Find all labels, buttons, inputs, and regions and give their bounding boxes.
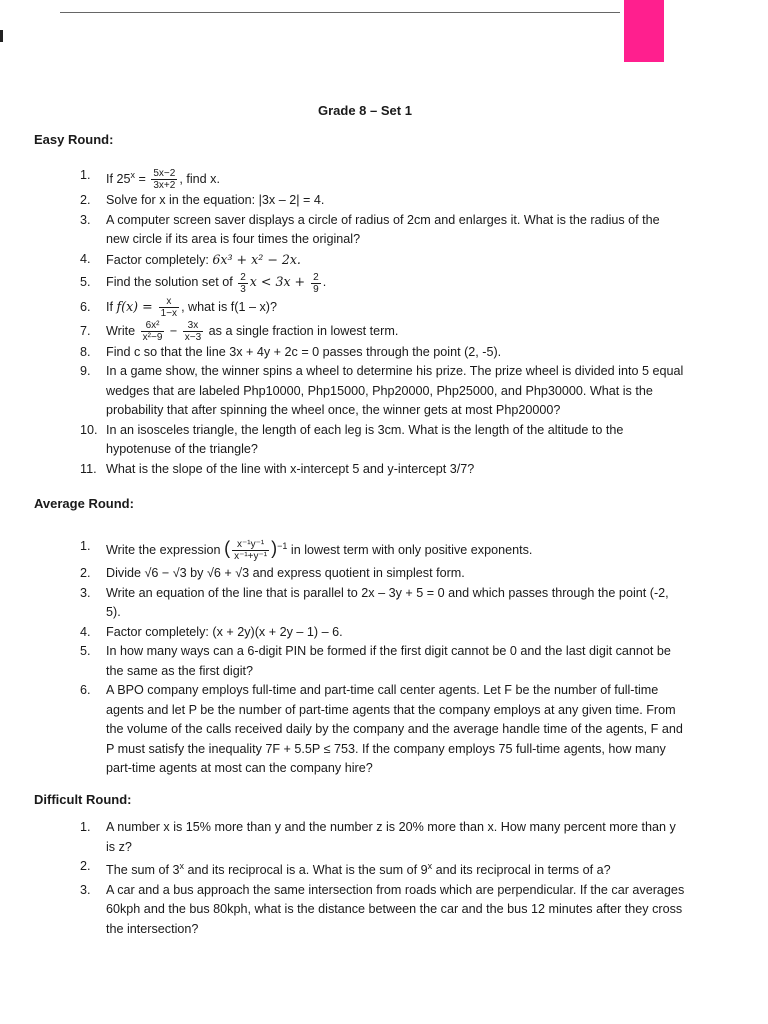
easy-item-8: 8. Find c so that the line 3x + 4y + 2c = 0 passes through the point (2, -5). (80, 343, 686, 363)
item-number: 1. (80, 539, 91, 553)
item-number: 1. (80, 168, 91, 182)
easy-round-list (80, 164, 686, 479)
pink-sticky-note (624, 0, 664, 62)
average-item-1: 1. Write the expression ( $\frac{\text{x⁻¹y⁻¹}}{\text{x⁻¹+y⁻¹}}$ )$^{-1}$ in lowest term with only positive exponents. (80, 532, 686, 564)
item-number: 4. (80, 624, 91, 639)
item-number: 6. (80, 299, 91, 314)
item-number: 8. (80, 344, 91, 359)
fraction: $\frac{3x}{x-3}$ (184, 319, 202, 343)
average-round-list (80, 532, 686, 779)
difficult-item-3: 3. A car and a bus approach the same intersection from roads which are perpendicular. If the car averages 60kph and the bus 80kph, what is the distance between the car and the bus 12 minutes after they cross the intersection? (80, 882, 685, 936)
item-number: 6. (80, 683, 91, 698)
fraction: $\frac{2}{3}$ (240, 271, 246, 295)
item-number: 1. (80, 820, 91, 834)
average-item-4: 4. Factor completely: (x + 2y)(x + 2y – 1) – 6. (80, 623, 686, 643)
easy-item-4: 4. Factor completely: 6x³ + x² − 2x. (80, 250, 686, 271)
average-item-2: 2. Divide √6 − √3 by √6 + √3 and express quotient in simplest form. (80, 564, 686, 584)
average-item-3: 3. Write an equation of the line that is parallel to 2x – 3y + 5 = 0 and which passes through the point (-2, 5). (80, 585, 669, 620)
difficult-item-2: 2. The sum of 3$^x$ and its reciprocal is a. What is the sum of 9$^x$ and its reciprocal in terms of a? (80, 859, 611, 878)
item-number: 2. (80, 566, 91, 581)
item-number: 2. (80, 193, 91, 208)
item-number: 3. (80, 882, 91, 897)
easy-item-11: 11. What is the slope of the line with x-intercept 5 and y-intercept 3/7? (80, 460, 686, 480)
easy-item-9: 9. In a game show, the winner spins a wheel to determine his prize. The prize wheel is divided into 5 equal wedges that are labeled Php10000, Php15000, Php20000, Php25000, and Php30000. What is the probability that after spinning the wheel once, the winner gets at most Php20000? (80, 364, 684, 418)
item-number: 2. (80, 859, 91, 873)
easy-item-7: 7. Write $\frac{\text{6x²}}{\text{x²−9}}$ − $\frac{3x}{x-3}$ as a single fraction in lowest term. (80, 319, 399, 343)
item-number: 3. (80, 585, 91, 600)
edge-mark (0, 30, 3, 42)
item-number: 5. (80, 644, 91, 659)
difficult-item-1: 1. A number x is 15% more than y and the number z is 20% more than x. How many percent more than y is z? (80, 820, 676, 854)
easy-item-5: 5. Find the solution set of $\frac{2}{3}$ x < 3x + $\frac{2}{9}$ . (80, 271, 327, 295)
fraction: $\frac{5x-2}{3x+2}$ (153, 168, 176, 192)
difficult-round-list (80, 818, 686, 939)
item-number: 4. (80, 251, 91, 266)
page-title: Grade 8 – Set 1 (318, 103, 412, 118)
average-item-6: 6. A BPO company employs full-time and part-time call center agents. Let F be the number of full-time agents and let P be the number of part-time agents that the company employs at any given time. From the volume of the calls received daily by the company and the average handle time of the agents, F and P must satisfy the inequality 7F + 5.5P ≤ 753. If the company employs 75 full-time agents, how many part-time agents at most can the company hire? (80, 683, 683, 776)
fraction: $\frac{\text{6x²}}{\text{x²−9}}$ (142, 319, 163, 343)
item-number: 11. (80, 461, 97, 476)
easy-item-1: 1. If $25^x$ = $\frac{5x-2}{3x+2}$ , find x. (80, 164, 686, 191)
item-number: 7. (80, 323, 91, 338)
easy-item-3: 3. A computer screen saver displays a circle of radius of 2cm and enlarges it. What is the radius of the new circle if its area is four times the original? (80, 212, 660, 247)
difficult-round-heading: Difficult Round: (34, 792, 132, 807)
item-number: 3. (80, 212, 91, 227)
item-number: 10. (80, 422, 98, 437)
item-number: 5. (80, 275, 91, 290)
top-border-line (60, 12, 620, 13)
easy-round-heading: Easy Round: (34, 132, 114, 147)
easy-item-6: 6. If f(x) = $\frac{x}{1-x}$ , what is f(1 – x)? (80, 295, 277, 319)
easy-item-10: 10. In an isosceles triangle, the length of each leg is 3cm. What is the length of the altitude to the hypotenuse of the triangle? (80, 422, 624, 457)
easy-item-2: 2. Solve for x in the equation: |3x – 2| = 4. (80, 191, 686, 211)
fraction: $\frac{\text{x⁻¹y⁻¹}}{\text{x⁻¹+y⁻¹}}$ (234, 539, 268, 563)
average-item-5: 5. In how many ways can a 6-digit PIN be formed if the first digit cannot be 0 and the last digit cannot be the same as the first digit? (80, 644, 671, 678)
item-number: 9. (80, 364, 91, 379)
fraction: $\frac{x}{1-x}$ (160, 295, 178, 319)
fraction: $\frac{2}{9}$ (313, 271, 319, 295)
average-round-heading: Average Round: (34, 496, 134, 511)
